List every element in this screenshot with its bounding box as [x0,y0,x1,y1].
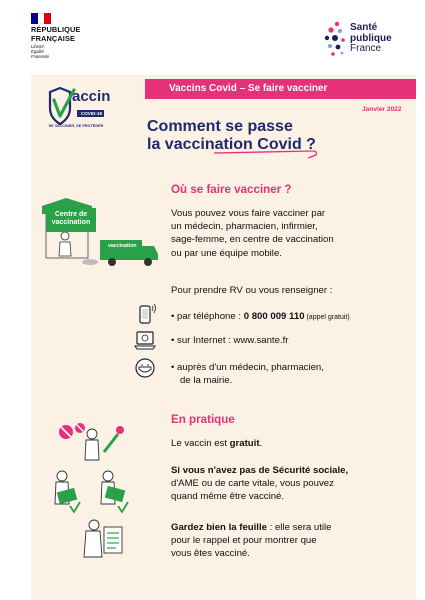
where-description: Vous pouvez vous faire vacciner par un médecin, pharmacien, infirmier, sage-femme, en centre de vaccination ou par une équipe mobile. [171,208,334,259]
doctor-line: • auprès d'un médecin, pharmacien, de la mairie. [171,362,324,387]
where-heading: Où se faire vacciner ? [171,183,292,196]
masked-person-icon [134,357,156,379]
topic-banner: Vaccins Covid – Se faire vacciner [145,79,416,99]
page-title: Comment se passe la vaccination Covid ? [147,118,316,153]
vaccination-sheet-illustration [80,517,130,565]
practice-heading: En pratique [171,413,235,426]
internet-line: • sur Internet : www.sante.fr [171,335,289,346]
republic-motto: Liberté Égalité Fraternité [31,44,49,59]
van-label: vaccination [108,243,137,249]
free-vaccine-illustration [52,420,132,466]
sante-publique-dots-icon [323,20,347,60]
pink-underline-swoosh [212,147,322,159]
keep-sheet-text: Gardez bien la feuille : elle sera utile pour le rappel et pour montrer que vous êtes vacciné. [171,522,332,560]
sante-publique-france-logo: Santé publique France [350,22,392,54]
phone-line: • par téléphone : 0 800 009 110 (appel gratuit) [171,311,350,322]
vaccin-tagline: SE VACCINER, SE PROTÉGER [48,124,104,128]
phone-number: 0 800 009 110 [243,311,305,322]
free-vaccine-text: Le vaccin est gratuit. [171,438,263,449]
publication-date: Janvier 2022 [362,106,402,113]
covid-label: COVID-19 [80,111,103,116]
computer-icon [134,329,156,351]
health-card-illustration [48,468,136,514]
french-flag-icon [31,13,51,24]
social-security-text: Si vous n'avez pas de Sécurité sociale, d'AME ou de carte vitale, vous pouvez quand même être vacciné. [171,465,349,503]
contact-heading: Pour prendre RV ou vous renseigner : [171,285,333,296]
vaccin-word: accin [72,88,111,105]
republique-francaise-logo: RÉPUBLIQUE FRANÇAISE [31,25,81,43]
centre-sign: Centre de vaccination [46,208,96,232]
phone-icon [135,303,157,325]
